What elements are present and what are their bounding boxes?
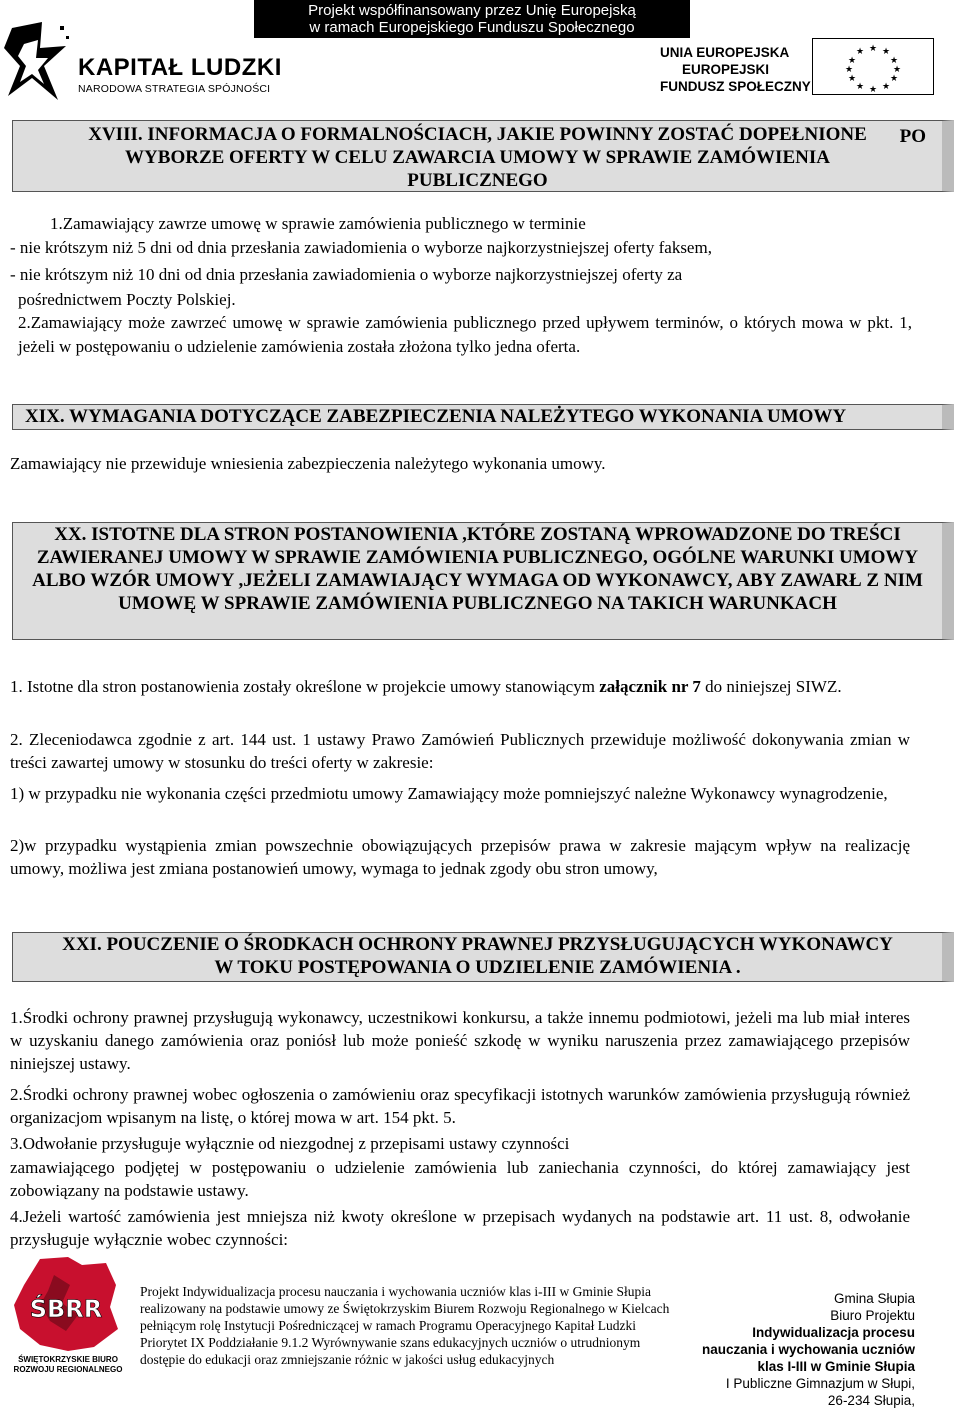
- svg-text:★: ★: [881, 82, 891, 92]
- sbrr-logo-text: ŚBRR: [29, 1295, 103, 1323]
- footer-office-info: [700, 1290, 915, 1409]
- sbrr-logo: [10, 1255, 122, 1367]
- footer-project-info: Projekt Indywidualizacja procesu nauczania i wychowania uczniów klas i-III w Gminie Słupia realizowany na podstawie umowy ze Świętokrzyskim Biurem Rozwoju Regionalnego w Kielcach pełniącym rolę Instytucji Pośredniczącej w ramach Programu Operacyjnego Kapitał Ludzki Priorytet IX Poddziałanie 9.1.2 Wyrównywanie szans edukacyjnych uczniów o utrudnionym dostępie do edukacji oraz zmniejszanie różnic w jakości usług edukacyjnych: [140, 1284, 670, 1367]
- svg-text:★: ★: [889, 74, 899, 84]
- svg-text:★: ★: [868, 44, 878, 54]
- section-xix-heading: XIX. WYMAGANIA DOTYCZĄCE ZABEZPIECZENIA NALEŻYTEGO WYKONANIA UMOWY: [12, 404, 954, 430]
- xviii-p1-line-4: pośrednictwem Poczty Polskiej.: [18, 290, 236, 309]
- section-xxi-heading-line-2: W TOKU POSTĘPOWANIA O UDZIELENIE ZAMÓWIENIA .: [214, 957, 741, 978]
- svg-text:★: ★: [868, 85, 878, 95]
- xxi-p2: 2.Środki ochrony prawnej wobec ogłoszenia o zamówieniu oraz specyfikacji istotnych warunków zamówienia przysługują również organizacjom wpisanym na listę, o której mowa w art. 154 pkt. 5.: [10, 1085, 910, 1127]
- section-xviii-heading: [12, 120, 954, 192]
- eu-line-3: FUNDUSZ SPOŁECZNY: [660, 79, 811, 94]
- xx-p1-attachment: załącznik nr 7: [599, 677, 701, 696]
- xx-p3: 1) w przypadku nie wykonania części przedmiotu umowy Zamawiający może pomniejszyć należne Wykonawcy wynagrodzenie,: [10, 784, 888, 803]
- section-xxi-heading-line-1: XXI. POUCZENIE O ŚRODKACH OCHRONY PRAWNEJ PRZYSŁUGUJĄCYCH WYKONAWCY: [62, 934, 893, 955]
- funding-banner: [254, 0, 690, 38]
- xxi-p3-rest: zamawiającego podjętej w postępowaniu o udzielenie zamówienia lub zaniechania czynności, do której zamawiający jest zobowiązany na podstawie ustawy.: [10, 1158, 910, 1200]
- section-xviii-heading-line-3: PUBLICZNEGO: [407, 170, 548, 191]
- footer-right-line-5: klas I-III w Gminie Słupia: [757, 1359, 915, 1374]
- footer-right-line-2: Biuro Projektu: [830, 1308, 915, 1323]
- section-xviii-heading-line-1: XVIII. INFORMACJA O FORMALNOŚCIACH, JAKIE POWINNY ZOSTAĆ DOPEŁNIONE: [88, 124, 867, 145]
- svg-text:★: ★: [844, 65, 854, 75]
- svg-text:★: ★: [881, 47, 891, 57]
- eu-flag-icon: [812, 38, 934, 95]
- xx-p1-tail: do niniejszej SIWZ.: [700, 677, 842, 696]
- svg-text:★: ★: [892, 65, 902, 75]
- eu-line-1: UNIA EUROPEJSKA: [660, 45, 790, 60]
- xxi-p3-line-1: 3.Odwołanie przysługuje wyłącznie od niezgodnej z przepisami ustawy czynności: [10, 1134, 570, 1153]
- section-xviii-heading-po: PO: [899, 126, 926, 147]
- banner-line-2: w ramach Europejskiego Funduszu Społecznego: [309, 19, 635, 36]
- svg-text:★: ★: [855, 47, 865, 57]
- footer-right-line-4: nauczania i wychowania uczniów: [701, 1342, 915, 1357]
- eu-line-2: EUROPEJSKI: [682, 62, 770, 77]
- section-xxi-heading: [12, 932, 954, 982]
- banner-line-1: Projekt współfinansowany przez Unię Europejską: [308, 2, 636, 19]
- xviii-p1-line-1: 1.Zamawiający zawrze umowę w sprawie zamówienia publicznego w terminie: [50, 214, 586, 233]
- swietokrzyskie-map-icon: [10, 1255, 122, 1355]
- svg-text:★: ★: [847, 56, 857, 66]
- svg-text:★: ★: [847, 74, 857, 84]
- xviii-p1-line-3: - nie krótszym niż 10 dni od dnia przesłania zawiadomienia o wyborze najkorzystniejszej oferty za: [10, 265, 683, 284]
- xx-p1: [10, 675, 910, 698]
- xxi-p4: 4.Jeżeli wartość zamówienia jest mniejsza niż kwoty określone w przepisach wydanych na podstawie art. 11 ust. 8, odwołanie przysługuje wyłącznie wobec czynności:: [10, 1207, 910, 1249]
- kapital-ludzki-title: KAPITAŁ LUDZKI: [78, 54, 282, 81]
- section-xx-heading: XX. ISTOTNE DLA STRON POSTANOWIENIA ,KTÓRE ZOSTANĄ WPROWADZONE DO TREŚCI ZAWIERANEJ UMOWY W SPRAWIE ZAMÓWIENIA PUBLICZNEGO, OGÓLNE WARUNKI UMOWY ALBO WZÓR UMOWY ,JEŻELI ZAMAWIAJĄCY WYMAGA OD WYKONAWCY, ABY ZAWARŁ Z NIM UMOWĘ W SPRAWIE ZAMÓWIENIA PUBLICZNEGO NA TAKICH WARUNKACH: [12, 522, 954, 640]
- kapital-ludzki-star-icon: [4, 18, 78, 112]
- xx-p4: 2)w przypadku wystąpienia zmian powszechnie obowiązujących przepisów prawa w zakresie mającym wpływ na realizację umowy, możliwa jest zmiana postanowień umowy, wymaga to jednak zgody obu stron umowy,: [10, 836, 910, 878]
- svg-text:★: ★: [855, 82, 865, 92]
- xviii-p1-line-2: - nie krótszym niż 5 dni od dnia przesłania zawiadomienia o wyborze najkorzystniejszej oferty faksem,: [10, 238, 712, 257]
- xx-p2: 2. Zleceniodawca zgodnie z art. 144 ust. 1 ustawy Prawo Zamówień Publicznych przewiduje możliwość dokonywania zmian w treści zawartej umowy w stosunku do treści oferty w zakresie:: [10, 730, 910, 772]
- xviii-p2: 2.Zamawiający może zawrzeć umowę w sprawie zamówienia publicznego przed upływem terminów, o których mowa w pkt. 1, jeżeli w postępowaniu o udzielenie zamówienia została złożona tylko jedna oferta.: [18, 313, 912, 356]
- footer-right-line-6: I Publiczne Gimnazjum w Słupi,: [725, 1376, 915, 1391]
- eu-logo: [660, 38, 950, 98]
- footer-right-line-3: Indywidualizacja procesu: [752, 1325, 915, 1340]
- xx-p1-text: 1. Istotne dla stron postanowienia zostały określone w projekcie umowy stanowiącym: [10, 677, 600, 696]
- svg-text:★: ★: [889, 56, 899, 66]
- eu-logo-text: [660, 44, 811, 95]
- sbrr-name: ŚWIĘTOKRZYSKIE BIURO ROZWOJU REGIONALNEGO: [13, 1355, 123, 1374]
- xix-body: Zamawiający nie przewiduje wniesienia zabezpieczenia należytego wykonania umowy.: [10, 454, 606, 473]
- section-xviii-heading-line-2: WYBORZE OFERTY W CELU ZAWARCIA UMOWY W SPRAWIE ZAMÓWIENIA: [125, 147, 830, 168]
- xxi-p1: 1.Środki ochrony prawnej przysługują wykonawcy, uczestnikowi konkursu, a także innemu podmiotowi, jeżeli ma lub miał interes w uzyskaniu danego zamówienia oraz poniósł lub może ponieść szkodę w wyniku naruszenia przez zamawiającego przepisów niniejszej ustawy.: [10, 1008, 910, 1073]
- footer-right-line-1: Gmina Słupia: [833, 1291, 915, 1306]
- kapital-ludzki-subtitle: NARODOWA STRATEGIA SPÓJNOŚCI: [78, 83, 271, 95]
- footer-right-line-7: 26-234 Słupia,: [827, 1393, 915, 1408]
